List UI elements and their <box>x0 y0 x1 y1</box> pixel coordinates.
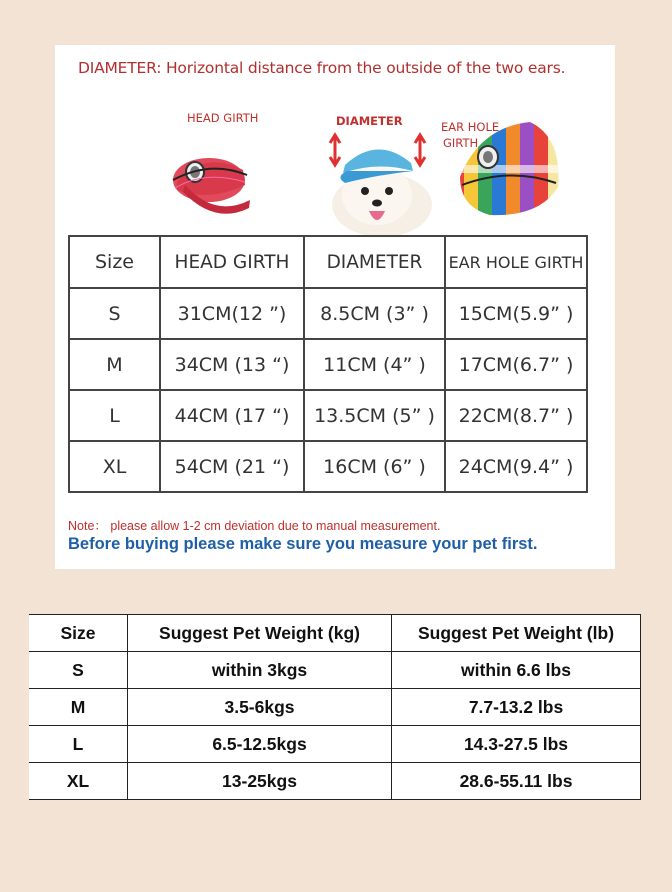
diameter-cell: 8.5CM (3” ) <box>304 288 445 339</box>
diameter-cell: 11CM (4” ) <box>304 339 445 390</box>
size-cell: XL <box>29 763 128 800</box>
table-row <box>29 652 641 689</box>
ear-hole-cell: 17CM(6.7” ) <box>445 339 587 390</box>
kg-cell: within 3kgs <box>128 652 392 689</box>
size-cell: M <box>29 689 128 726</box>
kg-cell: 13-25kgs <box>128 763 392 800</box>
header-cell: Suggest Pet Weight (lb) <box>392 615 641 652</box>
measure-advice: Before buying please make sure you measure your pet first. <box>68 535 538 553</box>
header-cell: Suggest Pet Weight (kg) <box>128 615 392 652</box>
table-row <box>69 339 587 390</box>
lb-cell: within 6.6 lbs <box>392 652 641 689</box>
kg-cell: 6.5-12.5kgs <box>128 726 392 763</box>
table-row <box>29 726 641 763</box>
weight-table <box>29 614 641 800</box>
table-row <box>29 689 641 726</box>
ear-hole-cell: 24CM(9.4” ) <box>445 441 587 492</box>
header-cell: EAR HOLE GIRTH <box>445 236 587 288</box>
table-header-row <box>69 236 587 288</box>
ear-hole-cell: 22CM(8.7” ) <box>445 390 587 441</box>
lb-cell: 14.3-27.5 lbs <box>392 726 641 763</box>
size-cell: L <box>69 390 160 441</box>
head-girth-cell: 44CM (17 “) <box>160 390 304 441</box>
header-cell: Size <box>69 236 160 288</box>
deviation-note: Note： please allow 1-2 cm deviation due to manual measurement. <box>68 519 441 533</box>
header-cell: DIAMETER <box>304 236 445 288</box>
table-header-row <box>29 615 641 652</box>
header-cell: Size <box>29 615 128 652</box>
head-girth-label: HEAD GIRTH <box>187 111 259 125</box>
red-cap-photo <box>165 130 253 220</box>
table-row <box>69 288 587 339</box>
size-chart-card <box>55 45 615 569</box>
diameter-definition: DIAMETER: Horizontal distance from the outside of the two ears. <box>78 59 566 77</box>
ear-hole-label-line1: EAR HOLE <box>441 120 500 134</box>
ear-hole-label-line2: GIRTH <box>443 136 479 150</box>
ear-hole-cell: 15CM(5.9” ) <box>445 288 587 339</box>
kg-cell: 3.5-6kgs <box>128 689 392 726</box>
size-measurement-table <box>68 235 588 493</box>
diameter-label: DIAMETER <box>336 114 403 128</box>
size-cell: XL <box>69 441 160 492</box>
size-cell: S <box>69 288 160 339</box>
size-cell: M <box>69 339 160 390</box>
size-cell: S <box>29 652 128 689</box>
diameter-cell: 16CM (6” ) <box>304 441 445 492</box>
size-cell: L <box>29 726 128 763</box>
dog-with-cap-photo <box>325 125 443 235</box>
head-girth-cell: 34CM (13 “) <box>160 339 304 390</box>
table-row <box>69 441 587 492</box>
table-row <box>69 390 587 441</box>
header-cell: HEAD GIRTH <box>160 236 304 288</box>
table-row <box>29 763 641 800</box>
head-girth-cell: 54CM (21 “) <box>160 441 304 492</box>
lb-cell: 7.7-13.2 lbs <box>392 689 641 726</box>
lb-cell: 28.6-55.11 lbs <box>392 763 641 800</box>
head-girth-cell: 31CM(12 ”) <box>160 288 304 339</box>
diameter-cell: 13.5CM (5” ) <box>304 390 445 441</box>
